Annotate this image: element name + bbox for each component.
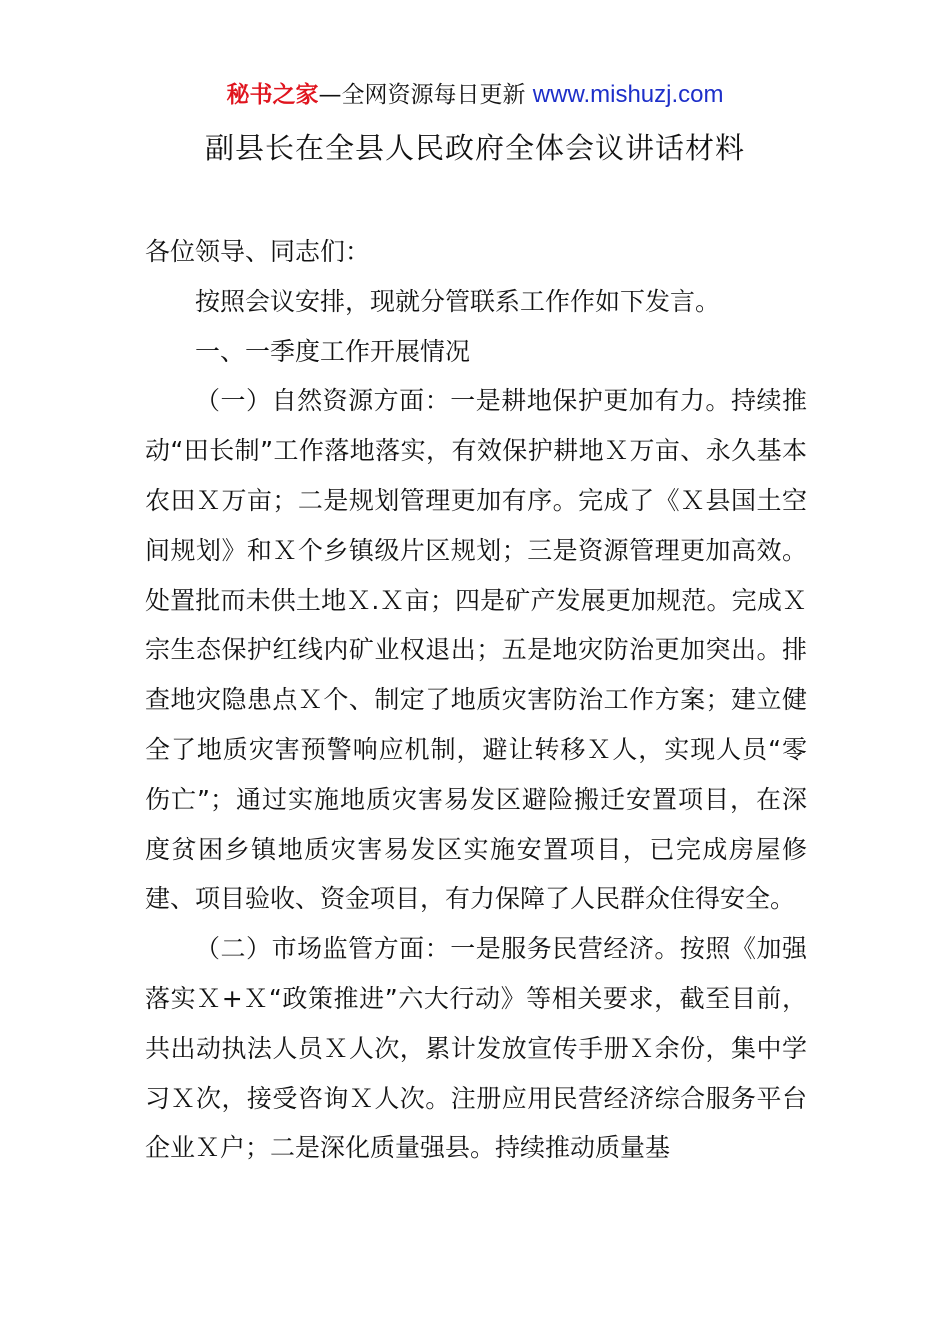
paragraph-intro: 按照会议安排，现就分管联系工作作如下发言。 bbox=[195, 286, 721, 316]
salutation: 各位领导、同志们： bbox=[145, 237, 371, 266]
site-header bbox=[0, 80, 950, 110]
site-brand: 秘书之家 bbox=[226, 82, 319, 108]
paragraph-market-supervision: （二）市场监管方面：一是服务民营经济。按照《加强落实Ｘ+Ｘ“政策推进”六大行动》等相关要求，截至目前，共出动执法人员Ｘ人次，累计发放宣传手册Ｘ余份，集中学习Ｘ次，接受咨询Ｘ人次。注册应用民营经济综合服务平台企业Ｘ户；二是深化质量强县。持续推动质量基 bbox=[145, 934, 807, 1163]
site-url-link[interactable]: www.mishuzj.com bbox=[532, 81, 724, 108]
site-tagline: —全网资源每日更新 bbox=[318, 82, 533, 108]
paragraph-natural-resources: （一）自然资源方面：一是耕地保护更加有力。持续推动“田长制”工作落地落实，有效保护耕地Ｘ万亩、永久基本农田Ｘ万亩；二是规划管理更加有序。完成了《Ｘ县国土空间规划》和Ｘ个乡镇级片区规划；三是资源管理更加高效。处置批而未供土地Ｘ.Ｘ亩；四是矿产发展更加规范。完成Ｘ宗生态保护红线内矿业权退出；五是地灾防治更加突出。排查地灾隐患点Ｘ个、制定了地质灾害防治工作方案；建立健全了地质灾害预警响应机制，避让转移Ｘ人，实现人员“零伤亡”；通过实施地质灾害易发区避险搬迁安置项目，在深度贫困乡镇地质灾害易发区实施安置项目，已完成房屋修建、项目验收、资金项目，有力保障了人民群众住得安全。 bbox=[145, 386, 807, 914]
document-body bbox=[145, 227, 807, 1173]
section-heading: 一、一季度工作开展情况 bbox=[195, 336, 471, 366]
document-title: 副县长在全县人民政府全体会议讲话材料 bbox=[204, 131, 745, 165]
